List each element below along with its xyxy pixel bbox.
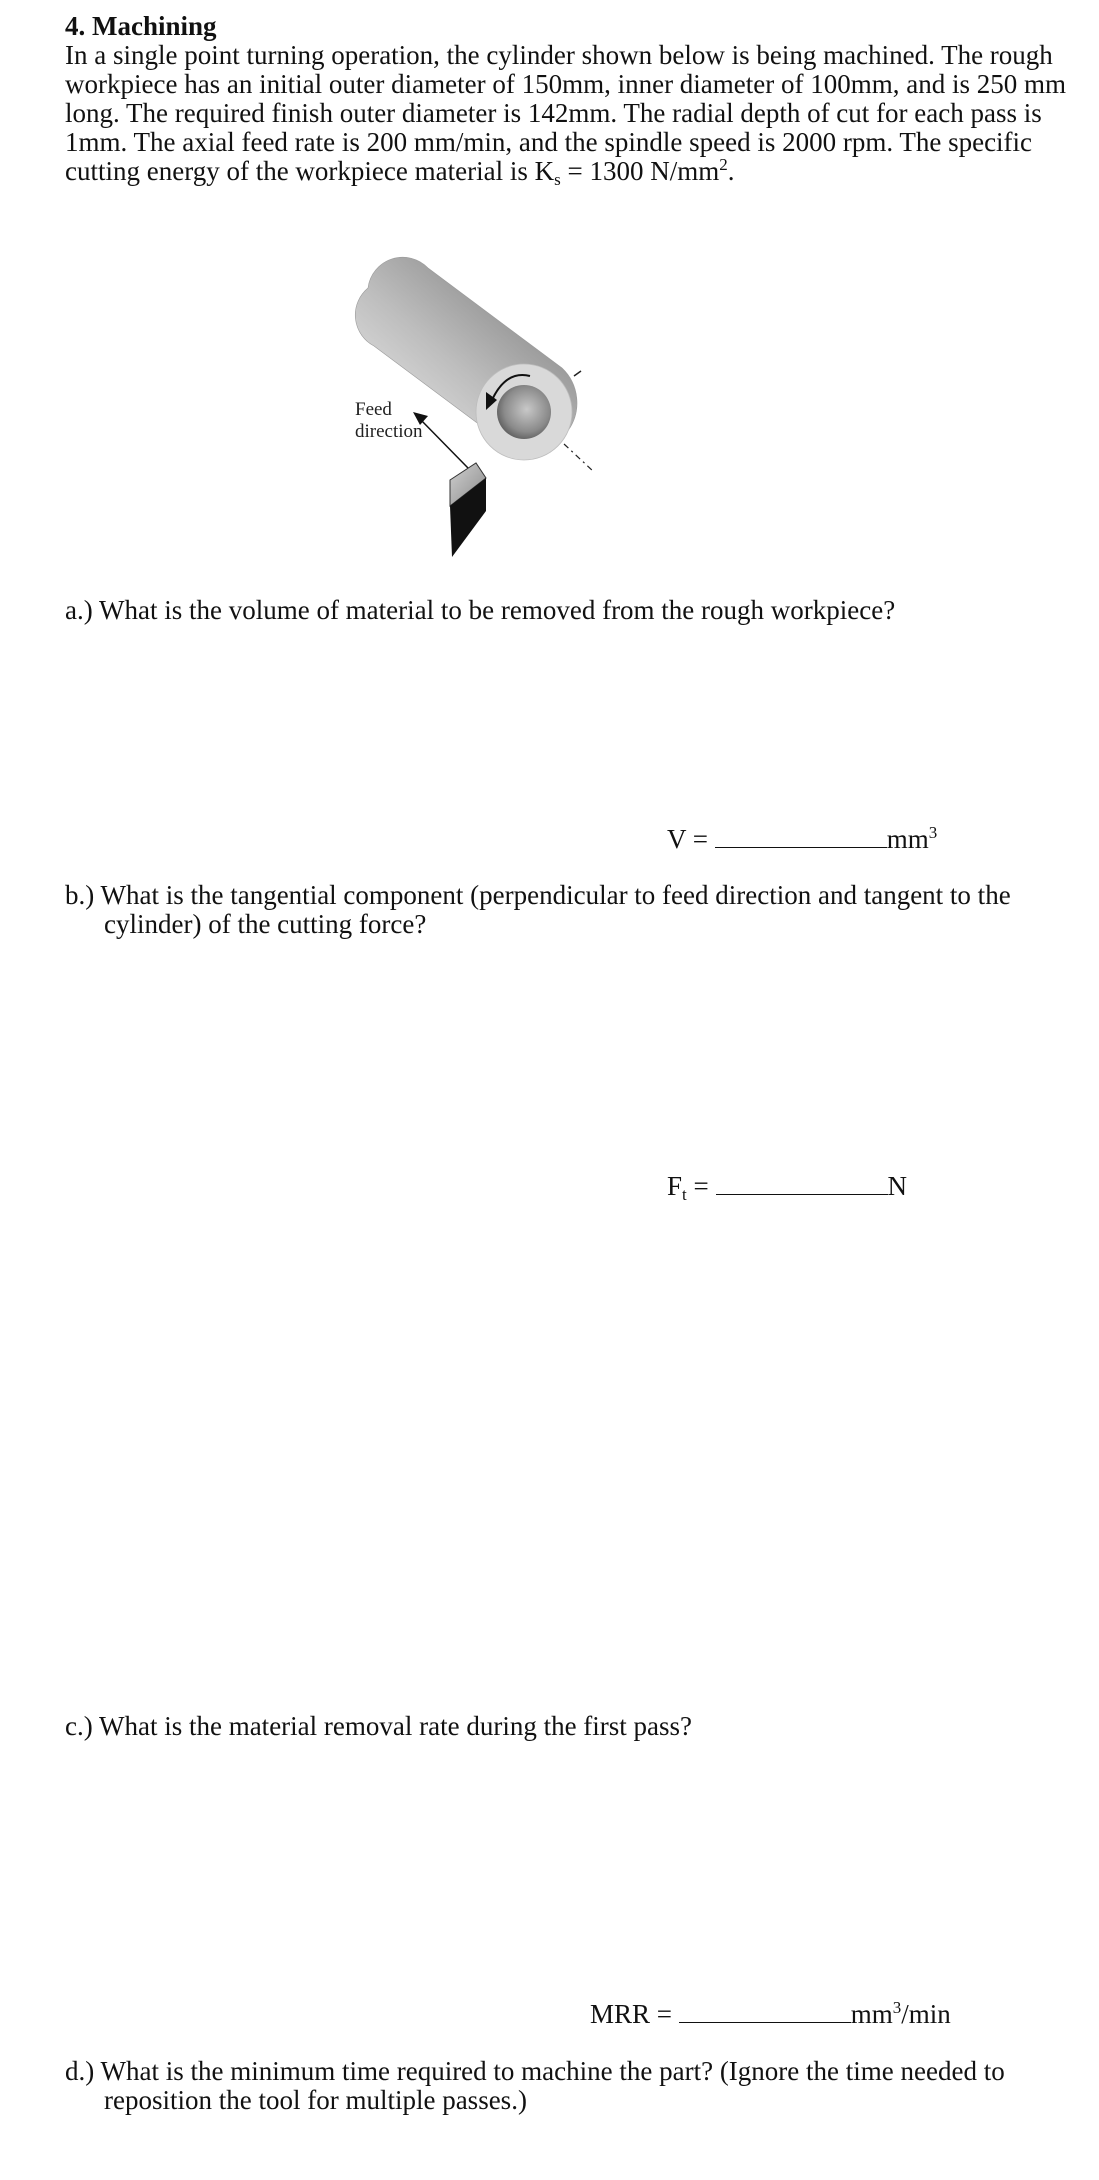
question-b bbox=[65, 881, 1065, 939]
intro-line: In a single point turning operation, the cylinder shown below is being machined. The rough bbox=[65, 40, 1053, 70]
question-d bbox=[65, 2057, 1065, 2115]
question-c-text: c.) What is the material removal rate during the first pass? bbox=[65, 1711, 693, 1741]
intro-line: long. The required finish outer diameter is 142mm. The radial depth of cut for each pass is bbox=[65, 98, 1042, 128]
question-a-text: a.) What is the volume of material to be removed from the rough workpiece? bbox=[65, 595, 896, 625]
answer-c-unit: $mm^3/\min$ bbox=[850, 1998, 951, 2029]
question-b-line1: b.) What is the tangential component (perpendicular to feed direction and tangent to the bbox=[65, 880, 1011, 910]
answer-b-blank[interactable] bbox=[716, 1172, 888, 1195]
answer-a bbox=[667, 825, 937, 854]
answer-a-unit-exp: 3 bbox=[928, 823, 938, 842]
answer-c-blank[interactable] bbox=[679, 2000, 851, 2023]
question-d-line1: d.) What is the minimum time required to machine the part? (Ignore the time needed to bbox=[65, 2056, 1005, 2086]
answer-c bbox=[590, 2000, 951, 2029]
intro-line: 1mm. The axial feed rate is 200 mm/min, and the spindle speed is 2000 rpm. The specific bbox=[65, 127, 1033, 157]
question-b-line2: cylinder) of the cutting force? bbox=[104, 909, 427, 939]
turning-diagram bbox=[340, 250, 610, 560]
feed-arrow bbox=[419, 418, 468, 468]
direction-label: direction bbox=[355, 421, 423, 442]
cylinder-bore bbox=[497, 385, 551, 439]
axis-tick bbox=[574, 371, 581, 376]
answer-b-label: $F_t$ = bbox=[667, 1171, 709, 1204]
feed-label: Feed bbox=[355, 399, 392, 420]
axis-centerline bbox=[564, 444, 594, 472]
answer-a-unit: mm bbox=[886, 824, 929, 854]
answer-b-unit: N bbox=[887, 1171, 907, 1201]
question-d-line2: reposition the tool for multiple passes.) bbox=[104, 2085, 527, 2115]
answer-c-label: MRR = bbox=[590, 1999, 673, 2029]
question-a bbox=[65, 596, 1065, 625]
answer-b bbox=[667, 1171, 907, 1204]
answer-a-label: V = bbox=[667, 824, 708, 854]
problem-heading: 4. Machining bbox=[65, 11, 217, 41]
question-c bbox=[65, 1712, 1065, 1741]
problem-statement bbox=[65, 40, 1066, 189]
intro-line-last: cutting energy of the workpiece material is $K_s = 1300$ $N/mm^2$. bbox=[65, 155, 735, 189]
intro-line: workpiece has an initial outer diameter of 150mm, inner diameter of 100mm, and is 250 mm bbox=[65, 69, 1066, 99]
answer-a-blank[interactable] bbox=[715, 825, 887, 848]
